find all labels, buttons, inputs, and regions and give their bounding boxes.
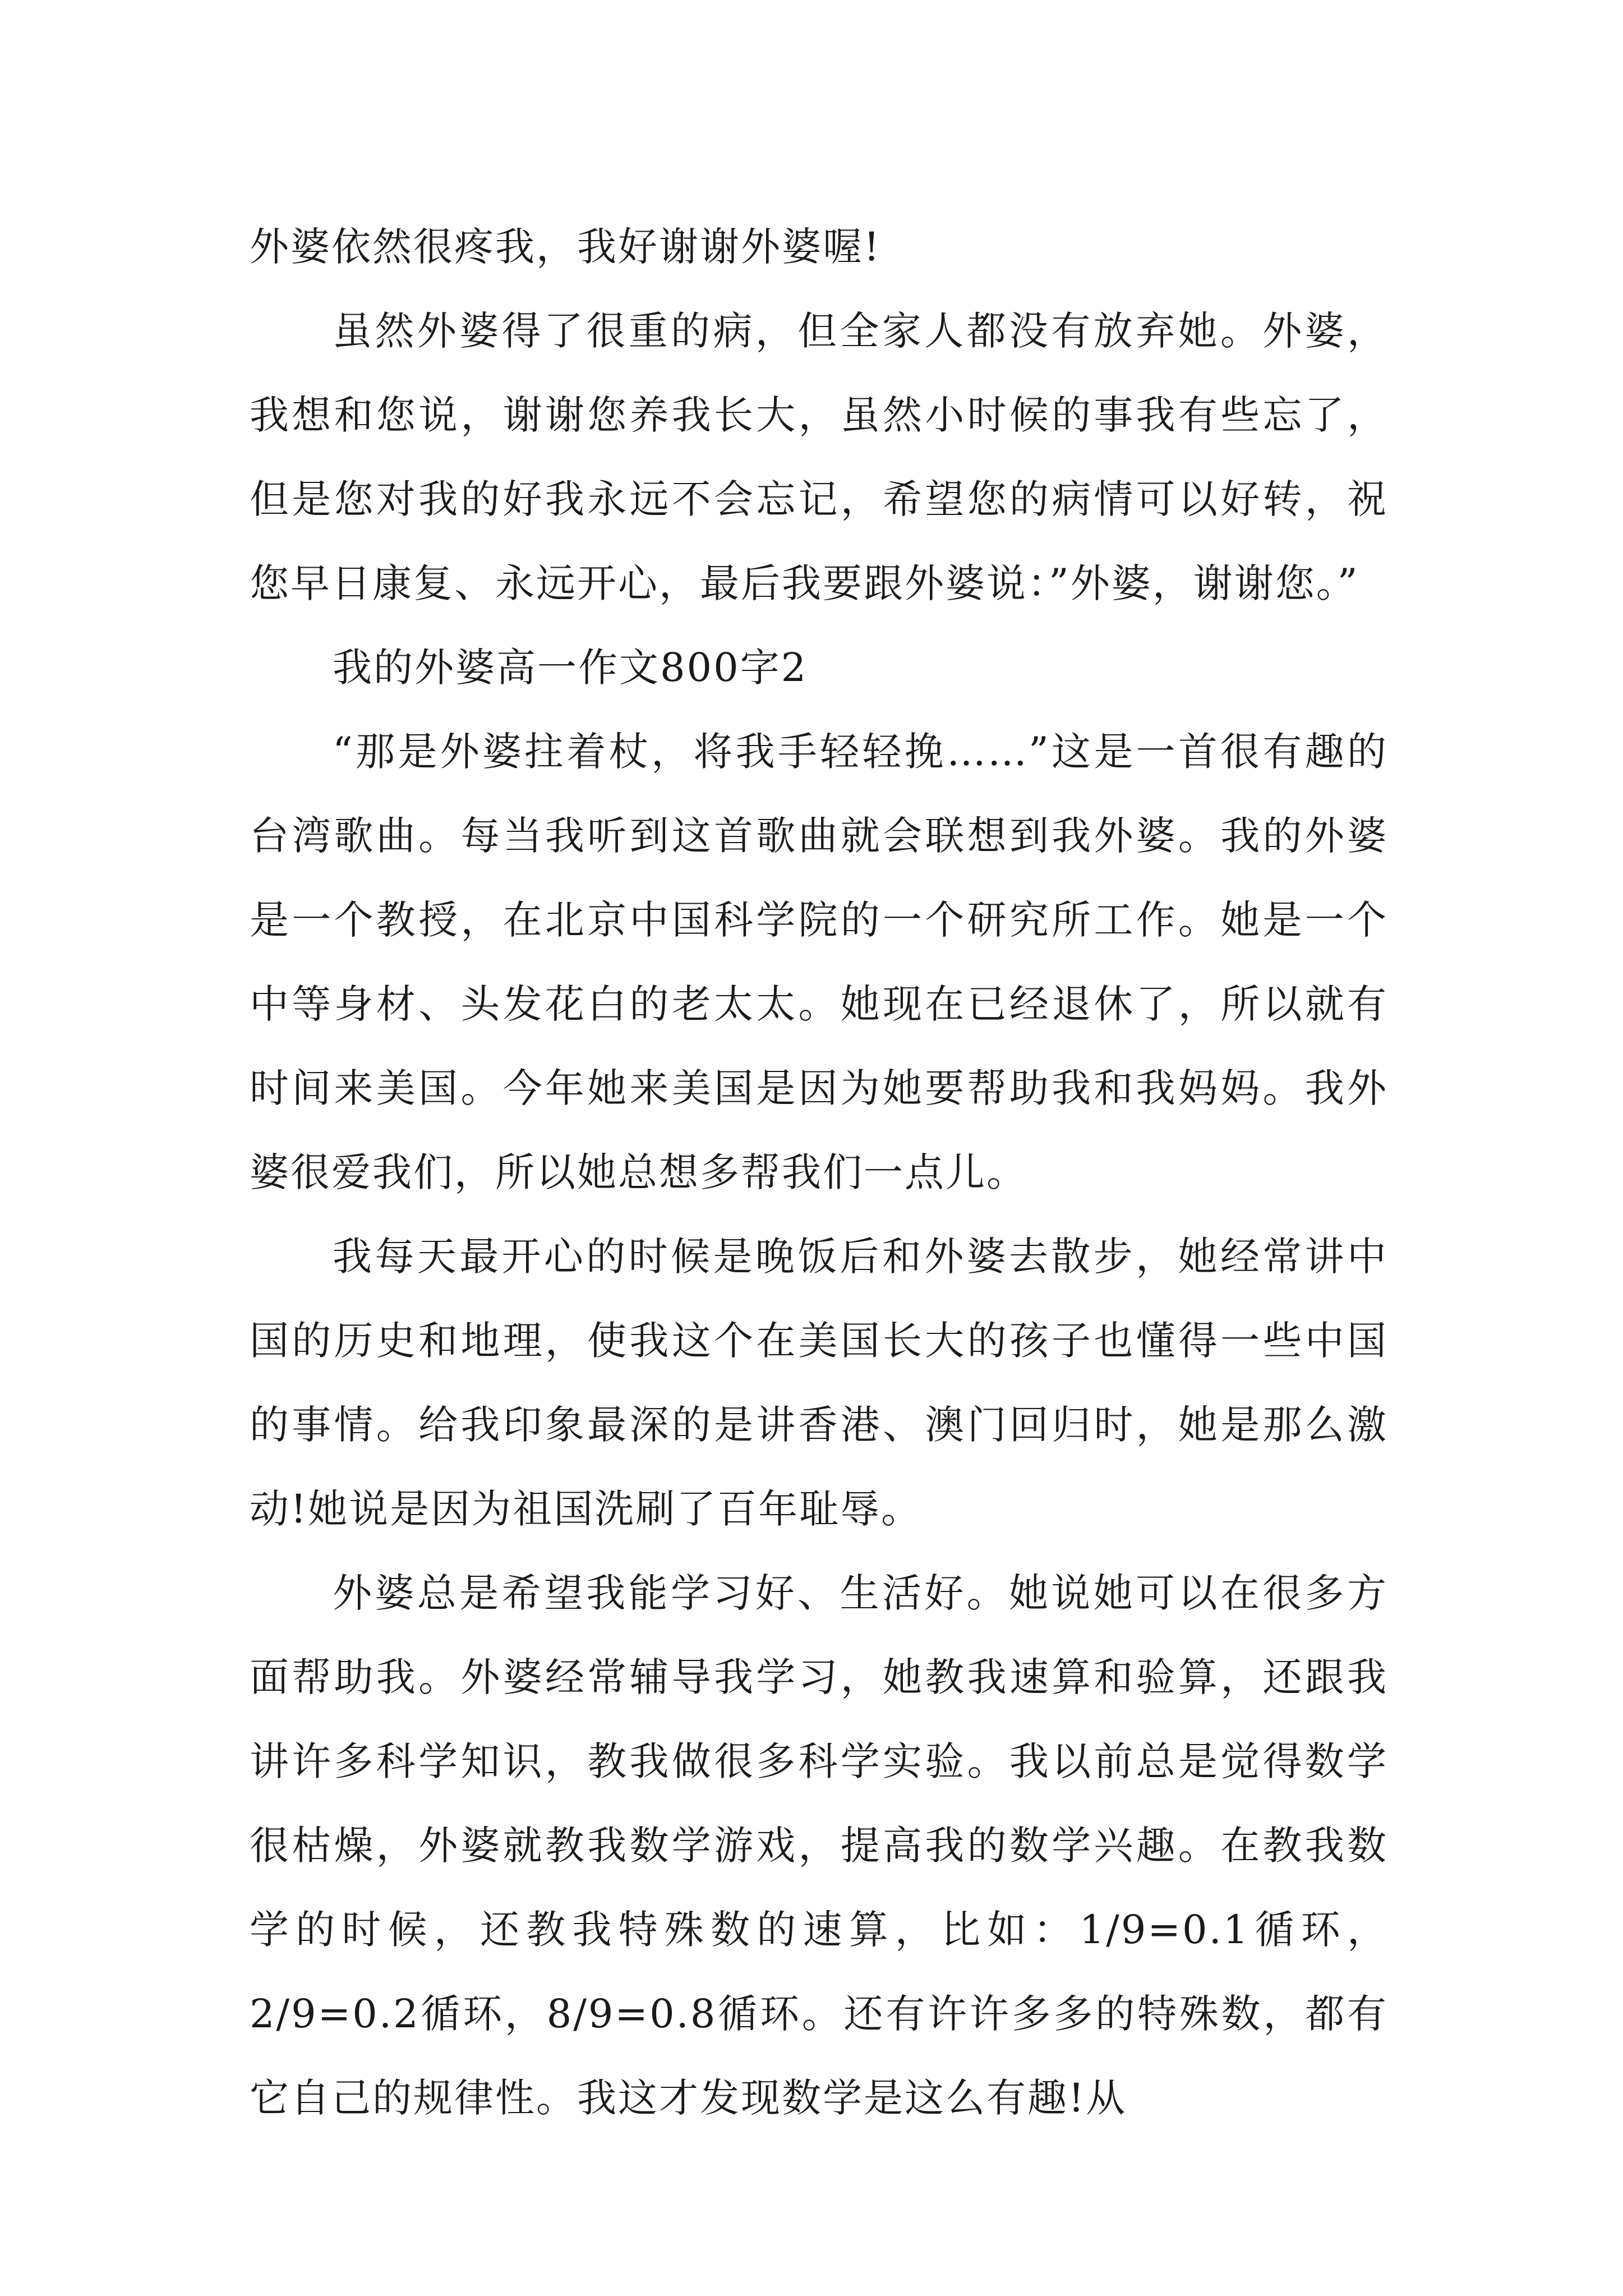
paragraph-walk: 我每天最开心的时候是晚饭后和外婆去散步，她经常讲中国的历史和地理，使我这个在美国长大的孩子也懂得一些中国的事情。给我印象最深的是讲香港、澳门回归时，她是那么激动!她说是因为祖国洗刷了百年耻辱。 — [250, 1234, 1388, 1532]
paragraph-gratitude: 虽然外婆得了很重的病，但全家人都没有放弃她。外婆，我想和您说，谢谢您养我长大，虽然小时候的事我有些忘了，但是您对我的好我永远不会忘记，希望您的病情可以好转，祝您早日康复、永远开心，最后我要跟外婆说：”外婆，谢谢您。” — [250, 308, 1388, 606]
essay-body — [250, 205, 1388, 2140]
paragraph-continuation: 外婆依然很疼我，我好谢谢外婆喔! — [250, 224, 882, 270]
paragraph-song: “那是外婆拄着杖，将我手轻轻挽……”这是一首很有趣的台湾歌曲。每当我听到这首歌曲就会联想到我外婆。我的外婆是一个教授，在北京中国科学院的一个研究所工作。她是一个中等身材、头发花白的老太太。她现在已经退休了，所以就有时间来美国。今年她来美国是因为她要帮助我和我妈妈。我外婆很爱我们，所以她总想多帮我们一点儿。 — [250, 729, 1388, 1195]
paragraph-study: 外婆总是希望我能学习好、生活好。她说她可以在很多方面帮助我。外婆经常辅导我学习，她教我速算和验算，还跟我讲许多科学知识，教我做很多科学实验。我以前总是觉得数学很枯燥，外婆就教我数学游戏，提高我的数学兴趣。在教我数学的时候，还教我特殊数的速算，比如：1/9=0.1循环，2/9=0.2循环，8/9=0.8循环。还有许许多多的特殊数，都有它自己的规律性。我这才发现数学是这么有趣!从 — [250, 1570, 1388, 2121]
essay-title: 我的外婆高一作文800字2 — [333, 645, 808, 691]
